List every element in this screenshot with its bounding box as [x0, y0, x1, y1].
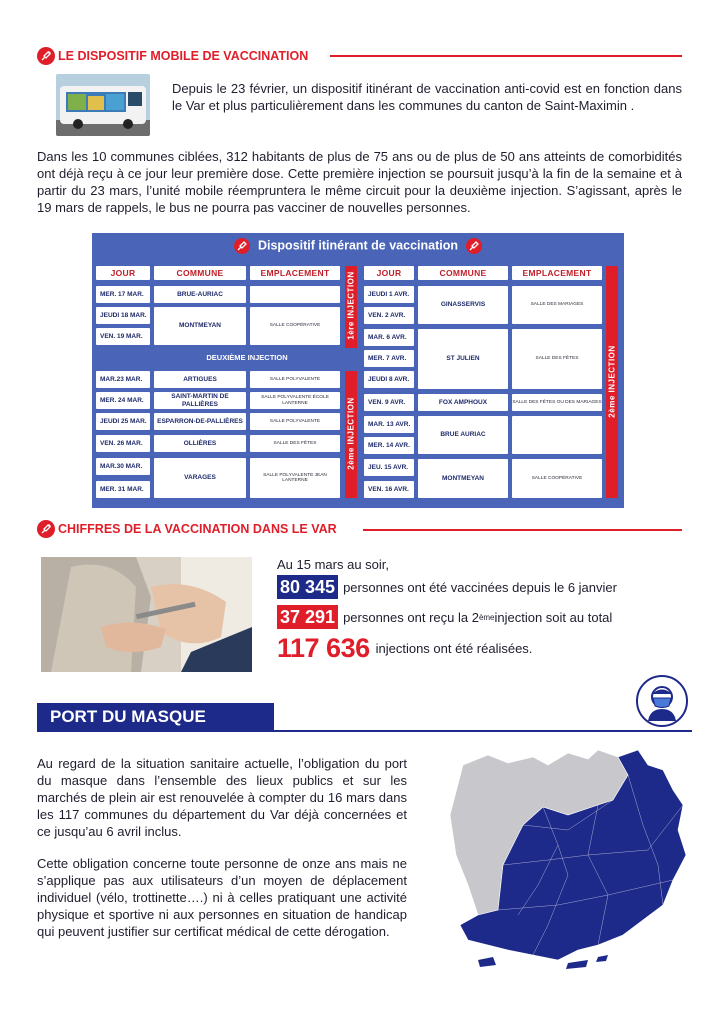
header-rule [363, 529, 682, 531]
place-cell: SALLE COOPÉRATIVE [250, 307, 340, 345]
stat-total-text: injections ont été réalisées. [375, 641, 533, 656]
place-cell [512, 416, 602, 454]
day-cell: JEUDI 18 MAR. [96, 307, 150, 324]
section-header-mask [37, 703, 274, 730]
stat-vaccinated-value: 80 345 [277, 575, 338, 599]
commune-cell: OLLIÈRES [154, 435, 246, 452]
commune-cell: BRUE AURIAC [418, 416, 508, 454]
day-cell: MER. 7 AVR. [364, 350, 414, 367]
commune-cell: FOX AMPHOUX [418, 394, 508, 411]
stat-second-dose-value: 37 291 [277, 605, 338, 629]
day-cell: VEN. 26 MAR. [96, 435, 150, 452]
syringe-icon [234, 238, 250, 254]
schedule-title: Dispositif itinérant de vaccination [257, 238, 459, 253]
place-cell: SALLE COOPÉRATIVE [512, 459, 602, 498]
day-cell: MER. 14 AVR. [364, 437, 414, 454]
stat-second-dose-text-b: injection soit au total [494, 609, 613, 625]
day-cell: VEN. 9 AVR. [364, 394, 414, 411]
stat-vaccinated-text: personnes ont été vaccinées depuis le 6 janvier [343, 579, 617, 595]
commune-cell: MONTMEYAN [418, 459, 508, 498]
masked-face-icon [636, 675, 688, 727]
syringe-icon [37, 520, 55, 538]
header-day: JOUR [96, 266, 150, 280]
syringe-icon [466, 238, 482, 254]
place-cell: SALLE POLYVALENTE ÉCOLE LANTERNE [250, 392, 340, 409]
day-cell: MAR. 13 AVR. [364, 416, 414, 433]
second-injection-label-left: 2ème INJECTION [346, 397, 356, 470]
header-day: JOUR [364, 266, 414, 280]
commune-cell: GINASSERVIS [418, 286, 508, 324]
place-cell: SALLE DES FÊTES [250, 435, 340, 452]
day-cell: VEN. 2 AVR. [364, 307, 414, 324]
var-department-map [448, 745, 688, 975]
stat-second-dose [277, 605, 612, 629]
header-rule [37, 730, 692, 732]
day-cell: MER. 24 MAR. [96, 392, 150, 409]
day-cell: MER. 17 MAR. [96, 286, 150, 303]
commune-cell: ESPARRON-DE-PALLIÈRES [154, 413, 246, 430]
header-place: EMPLACEMENT [250, 266, 340, 280]
section-header-vaccination-figures [37, 520, 337, 538]
commune-cell: SAINT-MARTIN DE PALLIÈRES [154, 392, 246, 409]
place-cell: SALLE DES FÊTES OU DES MARIAGES [512, 394, 602, 411]
bus-photo [56, 74, 150, 136]
place-cell: SALLE POLYVALENTE [250, 413, 340, 430]
stat-date-line: Au 15 mars au soir, [277, 557, 389, 572]
section-header-mobile-vaccination [37, 47, 308, 65]
header-commune: COMMUNE [154, 266, 246, 280]
stat-total-value: 117 636 [277, 633, 370, 663]
syringe-icon [37, 47, 55, 65]
day-cell: JEUDI 8 AVR. [364, 371, 414, 388]
header-commune: COMMUNE [418, 266, 508, 280]
day-cell: MAR.30 MAR. [96, 458, 150, 475]
commune-cell: ST JULIEN [418, 329, 508, 389]
vaccination-photo [41, 557, 252, 672]
stat-second-dose-sup: ème [478, 612, 495, 622]
place-cell: SALLE POLYVALENTE JEAN LANTERNE [250, 458, 340, 498]
second-injection-banner: DEUXIÈME INJECTION [206, 353, 288, 362]
day-cell: VEN. 16 AVR. [364, 481, 414, 498]
place-cell [250, 286, 340, 303]
mask-paragraph-2: Cette obligation concerne toute personne de onze ans mais ne s’applique pas aux utilisateurs d’un moyen de déplacement individuel (vélo, trottinette….) ni à celles pratiquant une activité physique et sportive ni aux personnes en situation de handicap qui peuvent justifier sur certificat médical de cette dérogation. [37, 856, 407, 939]
first-injection-label: 1ère INJECTION [346, 271, 356, 340]
commune-cell: ARTIGUES [154, 371, 246, 388]
stat-second-dose-text-a: personnes ont reçu la 2 [343, 609, 479, 625]
header-place: EMPLACEMENT [512, 266, 602, 280]
section-title: PORT DU MASQUE [50, 706, 206, 726]
place-cell: SALLE DES FÊTES [512, 329, 602, 389]
vaccination-schedule [92, 233, 624, 508]
section-title: CHIFFRES DE LA VACCINATION DANS LE VAR [58, 522, 337, 536]
day-cell: MAR.23 MAR. [96, 371, 150, 388]
intro-paragraph: Depuis le 23 février, un dispositif itinérant de vaccination anti-covid est en fonction dans le Var et plus particulièrement dans les communes du canton de Saint-Maximin . [172, 81, 682, 113]
mask-paragraph-1: Au regard de la situation sanitaire actuelle, l’obligation du port du masque dans l’ensemble des lieux publics et sur les marchés de plein air est renouvelée à compter du 16 mars dans les 117 communes du département du Var déjà concernées et ce jusqu’au 6 avril inclus. [37, 756, 407, 839]
stat-vaccinated [277, 575, 617, 599]
commune-cell: MONTMEYAN [154, 307, 246, 345]
commune-cell: VARAGES [154, 458, 246, 498]
second-injection-label-right: 2ème INJECTION [607, 345, 617, 418]
day-cell: MAR. 6 AVR. [364, 329, 414, 346]
place-cell: SALLE POLYVALENTE [250, 371, 340, 388]
stat-total-injections [277, 633, 532, 664]
schedule-title-row [92, 238, 624, 254]
day-cell: JEUDI 25 MAR. [96, 413, 150, 430]
body-paragraph: Dans les 10 communes ciblées, 312 habitants de plus de 75 ans ou de plus de 50 ans atteints de comorbidités ont déjà reçu à ce jour leur première dose. Cette première injection se poursuit jusqu’à la fin de la semaine et à partir du 23 mars, l’unité mobile réempruntera le même circuit pour la deuxième injection. S’agissant, après le 19 mars de rappels, le bus ne pourra pas vacciner de nouvelles personnes. [37, 149, 682, 215]
day-cell: JEUDI 1 AVR. [364, 286, 414, 303]
day-cell: MER. 31 MAR. [96, 481, 150, 498]
day-cell: VEN. 19 MAR. [96, 328, 150, 345]
day-cell: JEU. 15 AVR. [364, 459, 414, 476]
section-title: LE DISPOSITIF MOBILE DE VACCINATION [58, 49, 309, 63]
place-cell: SALLE DES MARIAGES [512, 286, 602, 324]
header-rule [330, 55, 682, 57]
commune-cell: BRUE-AURIAC [154, 286, 246, 303]
